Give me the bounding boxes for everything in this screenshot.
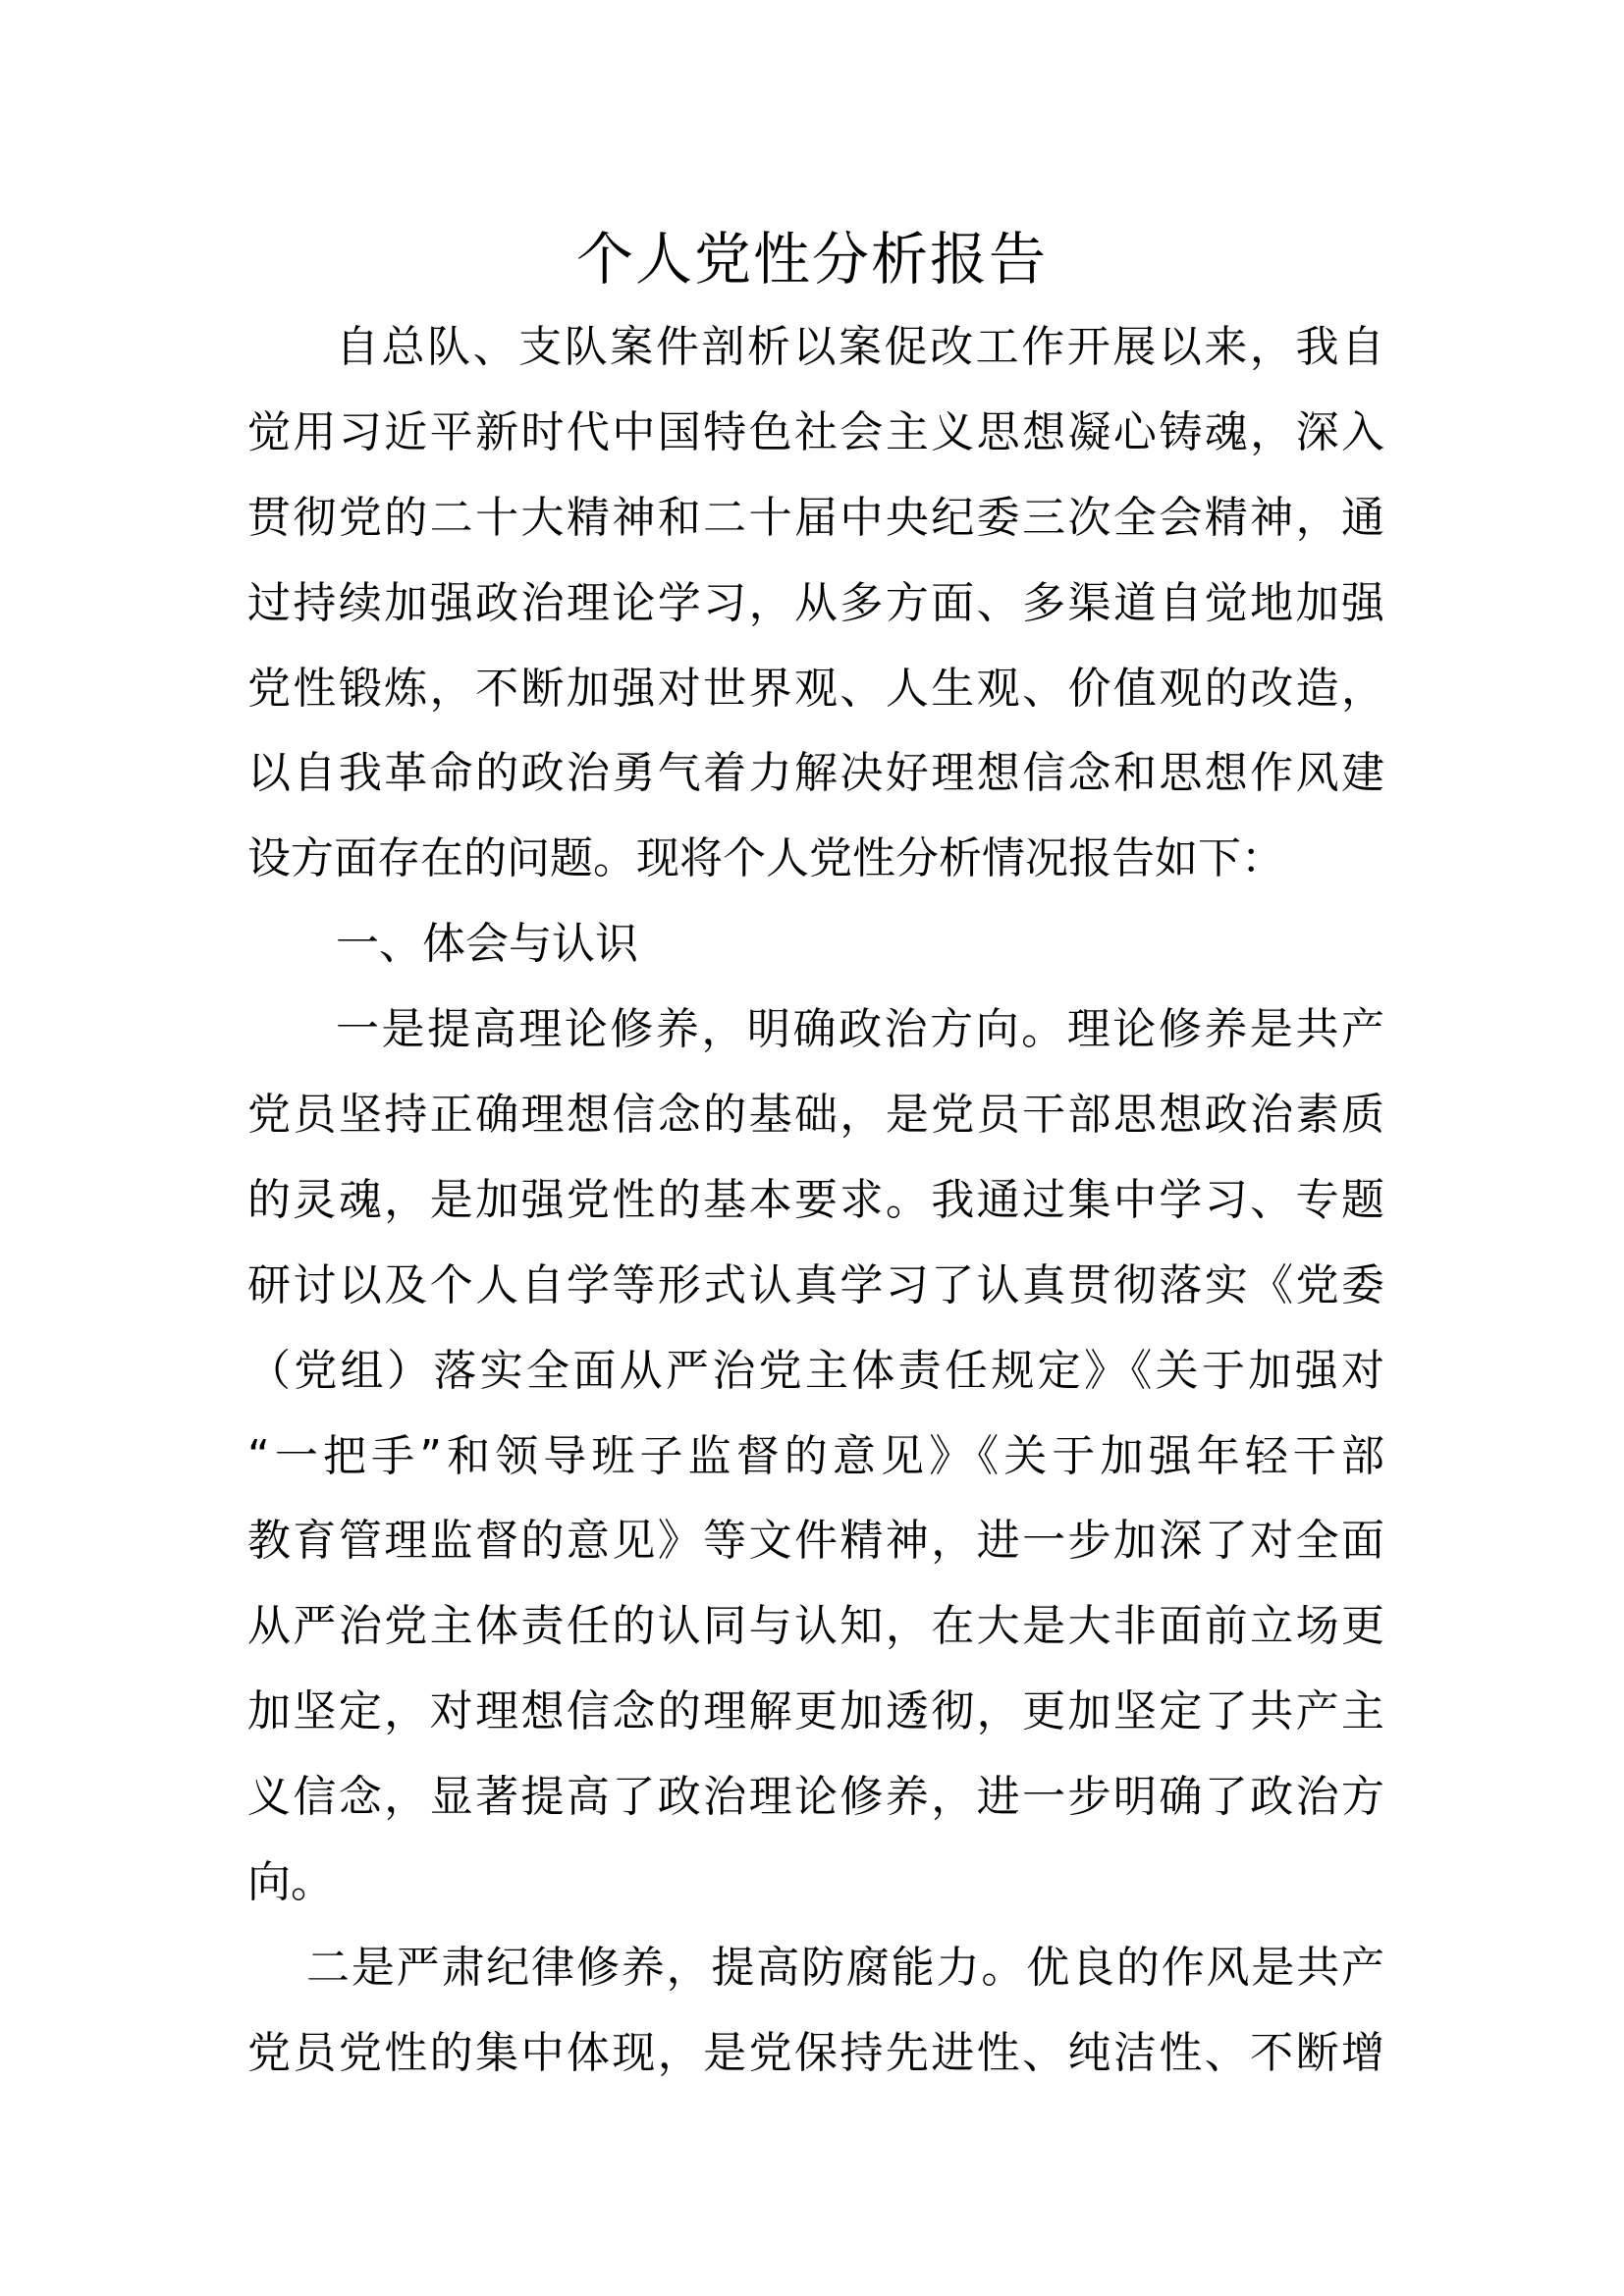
paragraph-line: 加坚定，对理想信念的理解更加透彻，更加坚定了共产主 [247, 1686, 1384, 1737]
paragraph-line: 以自我革命的政治勇气着力解决好理想信念和思想作风建 [247, 748, 1384, 799]
paragraph-line: 的灵魂，是加强党性的基本要求。我通过集中学习、专题 [247, 1174, 1384, 1225]
paragraph-line: 一是提高理论修养，明确政治方向。理论修养是共产 [336, 1004, 1384, 1055]
paragraph-line: “一把手”和领导班子监督的意见》《关于加强年轻干部 [247, 1430, 1384, 1481]
paragraph-line: 贯彻党的二十大精神和二十届中央纪委三次全会精神，通 [247, 492, 1384, 543]
paragraph-line: 研讨以及个人自学等形式认真学习了认真贯彻落实《党委 [247, 1259, 1384, 1310]
paragraph-line: 向。 [247, 1857, 334, 1908]
paragraph-line: 义信念，显著提高了政治理论修养，进一步明确了政治方 [247, 1772, 1384, 1823]
paragraph-line: 党性锻炼，不断加强对世界观、人生观、价值观的改造， [247, 663, 1384, 714]
paragraph-line: 党员党性的集中体现，是党保持先进性、纯洁性、不断增 [247, 2027, 1384, 2078]
paragraph-line: （党组）落实全面从严治党主体责任规定》《关于加强对 [247, 1345, 1384, 1396]
paragraph-line: 设方面存在的问题。现将个人党性分析情况报告如下： [247, 833, 1284, 884]
paragraph-line: 二是严肃纪律修养，提高防腐能力。优良的作风是共产 [306, 1942, 1384, 1993]
paragraph-line: 自总队、支队案件剖析以案促改工作开展以来，我自 [336, 322, 1384, 372]
paragraph-line: 教育管理监督的意见》等文件精神，进一步加深了对全面 [247, 1516, 1384, 1567]
paragraph-line: 觉用习近平新时代中国特色社会主义思想凝心铸魂，深入 [247, 406, 1384, 457]
paragraph-line: 党员坚持正确理想信念的基础，是党员干部思想政治素质 [247, 1090, 1384, 1141]
section-heading: 一、体会与认识 [336, 919, 638, 970]
document-title: 个人党性分析报告 [575, 226, 1048, 293]
paragraph-line: 从严治党主体责任的认同与认知，在大是大非面前立场更 [247, 1601, 1384, 1652]
paragraph-line: 过持续加强政治理论学习，从多方面、多渠道自觉地加强 [247, 577, 1384, 628]
document-body [247, 305, 1384, 2097]
